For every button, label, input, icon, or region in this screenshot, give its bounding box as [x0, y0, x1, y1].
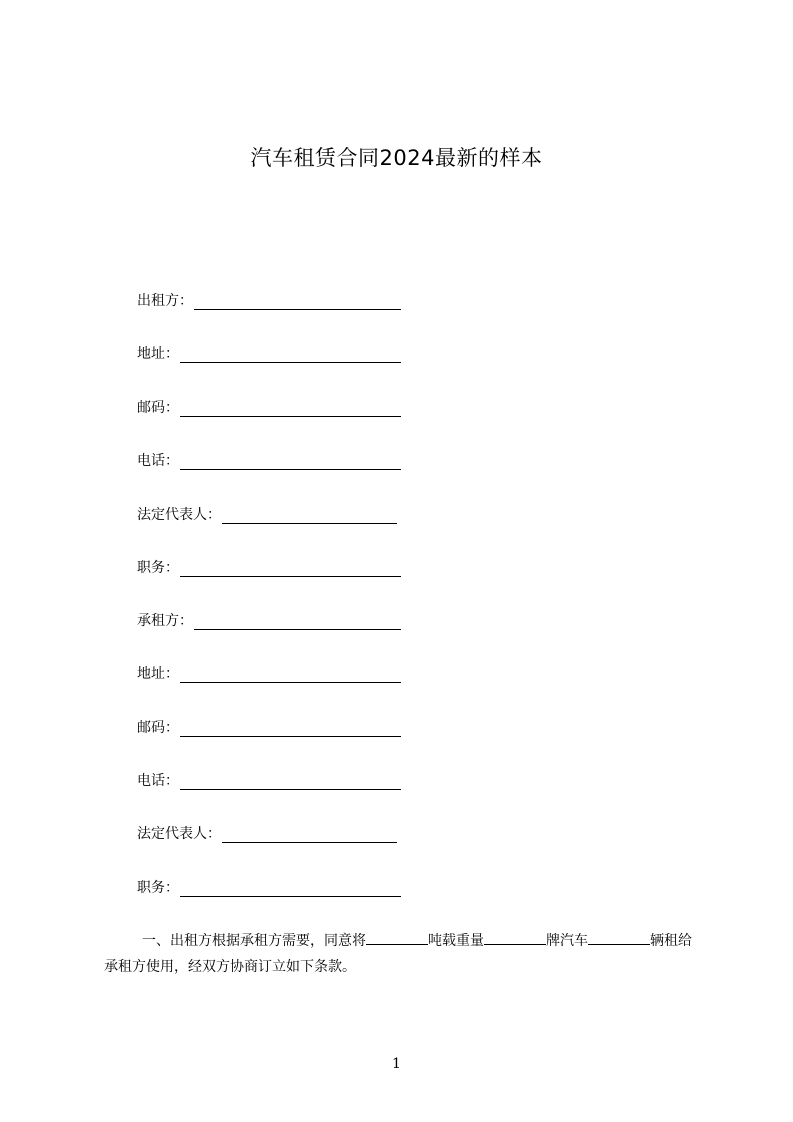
field-label: 邮码：	[137, 400, 179, 416]
field-label: 地址：	[137, 346, 179, 362]
lessor-address-field	[137, 345, 401, 363]
page-number: 1	[392, 1056, 401, 1072]
field-label: 地址：	[137, 666, 179, 682]
field-label: 承租方：	[137, 613, 193, 629]
clause-one-paragraph	[104, 928, 704, 980]
lessor-field	[137, 292, 401, 310]
fill-in-line[interactable]	[180, 722, 401, 737]
field-label: 法定代表人：	[137, 507, 221, 523]
lessee-postcode-field	[137, 719, 401, 737]
fill-in-line[interactable]	[194, 295, 401, 310]
field-label: 出租方：	[137, 293, 193, 309]
fill-in-line[interactable]	[180, 668, 401, 683]
lessee-field	[137, 612, 401, 630]
blank-tonnage[interactable]	[366, 930, 428, 945]
field-label: 电话：	[137, 773, 179, 789]
field-label: 邮码：	[137, 720, 179, 736]
clause-text: 辆租给承租方使用，经双方协商订立如下条款。	[104, 933, 692, 975]
clause-text: 一、出租方根据承租方需要，同意将	[142, 933, 366, 949]
fill-in-line[interactable]	[180, 455, 401, 470]
document-title: 汽车租赁合同2024最新的样本	[250, 146, 543, 170]
field-label: 职务：	[137, 560, 179, 576]
blank-quantity[interactable]	[588, 930, 650, 945]
fill-in-line[interactable]	[180, 882, 401, 897]
lessor-postcode-field	[137, 399, 401, 417]
fill-in-line[interactable]	[180, 348, 401, 363]
lessee-phone-field	[137, 772, 401, 790]
clause-text: 牌汽车	[546, 933, 588, 949]
field-label: 法定代表人：	[137, 826, 221, 842]
lessor-position-field	[137, 559, 401, 577]
blank-brand[interactable]	[484, 930, 546, 945]
field-label: 电话：	[137, 453, 179, 469]
fill-in-line[interactable]	[180, 775, 401, 790]
fill-in-line[interactable]	[222, 509, 397, 524]
lessor-legal-rep-field	[137, 506, 397, 524]
fill-in-line[interactable]	[194, 615, 401, 630]
fill-in-line[interactable]	[180, 562, 401, 577]
field-label: 职务：	[137, 880, 179, 896]
clause-text: 吨载重量	[428, 933, 484, 949]
lessee-position-field	[137, 879, 401, 897]
fill-in-line[interactable]	[180, 402, 401, 417]
lessee-address-field	[137, 665, 401, 683]
lessor-phone-field	[137, 452, 401, 470]
lessee-legal-rep-field	[137, 825, 397, 843]
fill-in-line[interactable]	[222, 828, 397, 843]
